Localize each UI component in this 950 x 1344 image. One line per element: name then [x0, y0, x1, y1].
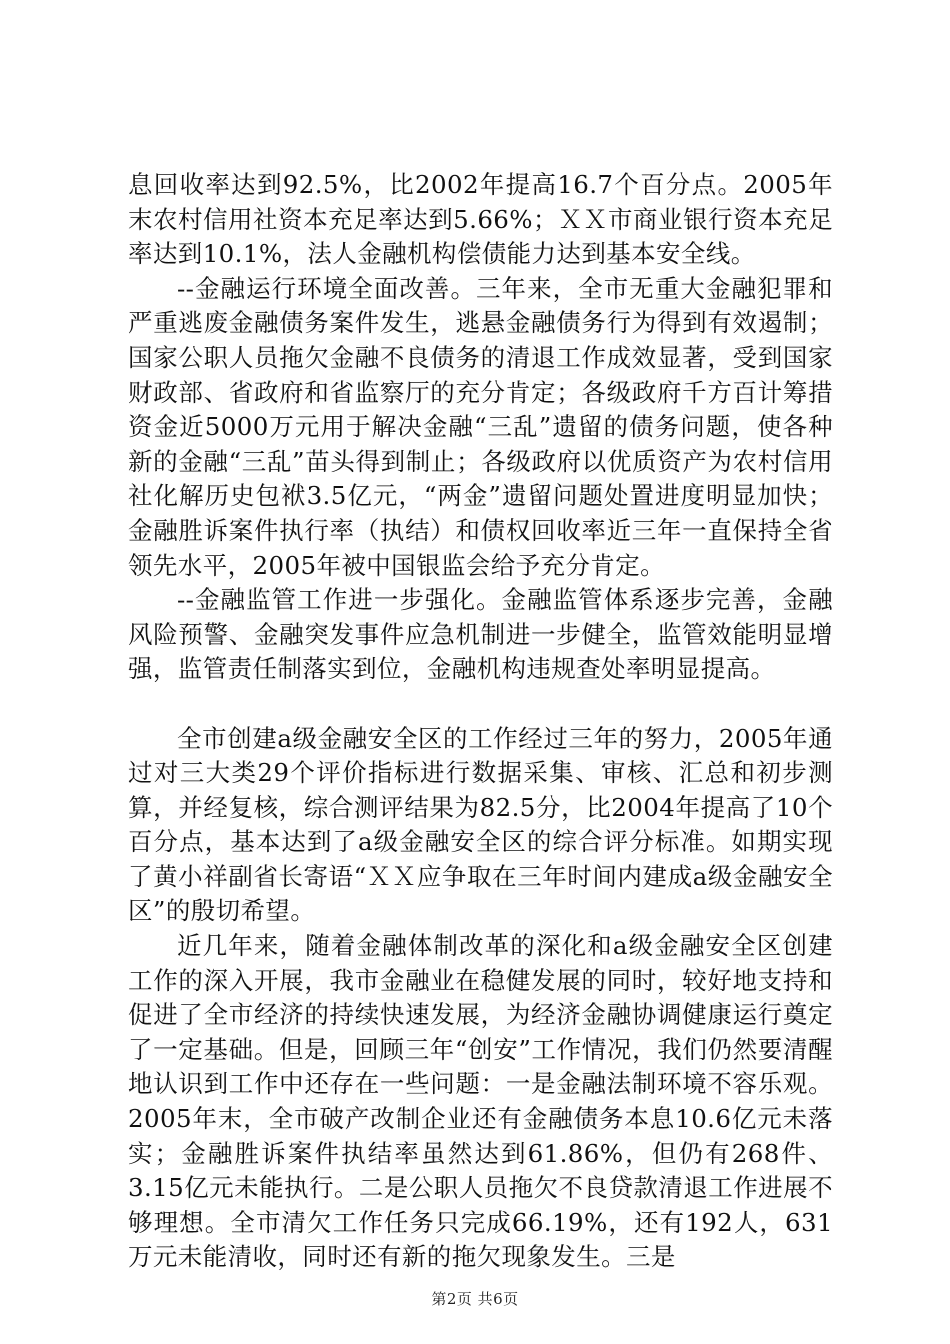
- paragraph-operating-environment: --金融运行环境全面改善。三年来，全市无重大金融犯罪和严重逃废金融债务案件发生，逃悬金融债务行为得到有效遏制；国家公职人员拖欠金融不良债务的清退工作成效显著，受到国家财政部、省政府和省监察厅的充分肯定；各级政府千方百计筹措资金近5000万元用于解决金融“三乱”遗留的债务问题，使各种新的金融“三乱”苗头得到制止；各级政府以优质资产为农村信用社化解历史包袱3.5亿元，“两金”遗留问题处置进度明显加快；金融胜诉案件执行率（执结）和债权回收率近三年一直保持全省领先水平，2005年被中国银监会给予充分肯定。: [128, 273, 833, 580]
- paragraph-supervision: --金融监管工作进一步强化。金融监管体系逐步完善，金融风险预警、金融突发事件应急机制进一步健全，监管效能明显增强，监管责任制落实到位，金融机构违规查处率明显提高。: [128, 585, 833, 684]
- paragraph-safety-zone-evaluation: 全市创建a级金融安全区的工作经过三年的努力，2005年通过对三大类29个评价指标进行数据采集、审核、汇总和初步测算，并经复核，综合测评结果为82.5分，比2004年提高了10个百分点，基本达到了a级金融安全区的综合评分标准。如期实现了黄小祥副省长寄语“ＸＸ应争取在三年时间内建成a级金融安全区”的殷切希望。: [128, 723, 833, 926]
- page-number-footer: 第2页 共6页: [431, 1290, 519, 1308]
- paragraph-capital-adequacy: 息回收率达到92.5%，比2002年提高16.7个百分点。2005年末农村信用社资本充足率达到5.66%；ＸＸ市商业银行资本充足率达到10.1%，法人金融机构偿债能力达到基本安全线。: [128, 170, 833, 269]
- paragraph-existing-problems: 近几年来，随着金融体制改革的深化和a级金融安全区创建工作的深入开展，我市金融业在稳健发展的同时，较好地支持和促进了全市经济的持续快速发展，为经济金融协调健康运行奠定了一定基础。但是，回顾三年“创安”工作情况，我们仍然要清醒地认识到工作中还存在一些问题：一是金融法制环境不容乐观。2005年末，全市破产改制企业还有金融债务本息10.6亿元未落实；金融胜诉案件执结率虽然达到61.86%，但仍有268件、3.15亿元未能执行。二是公职人员拖欠不良贷款清退工作进展不够理想。全市清欠工作任务只完成66.19%，还有192人，631万元未能清收，同时还有新的拖欠现象发生。三是: [128, 931, 833, 1272]
- document-body: [128, 168, 833, 1275]
